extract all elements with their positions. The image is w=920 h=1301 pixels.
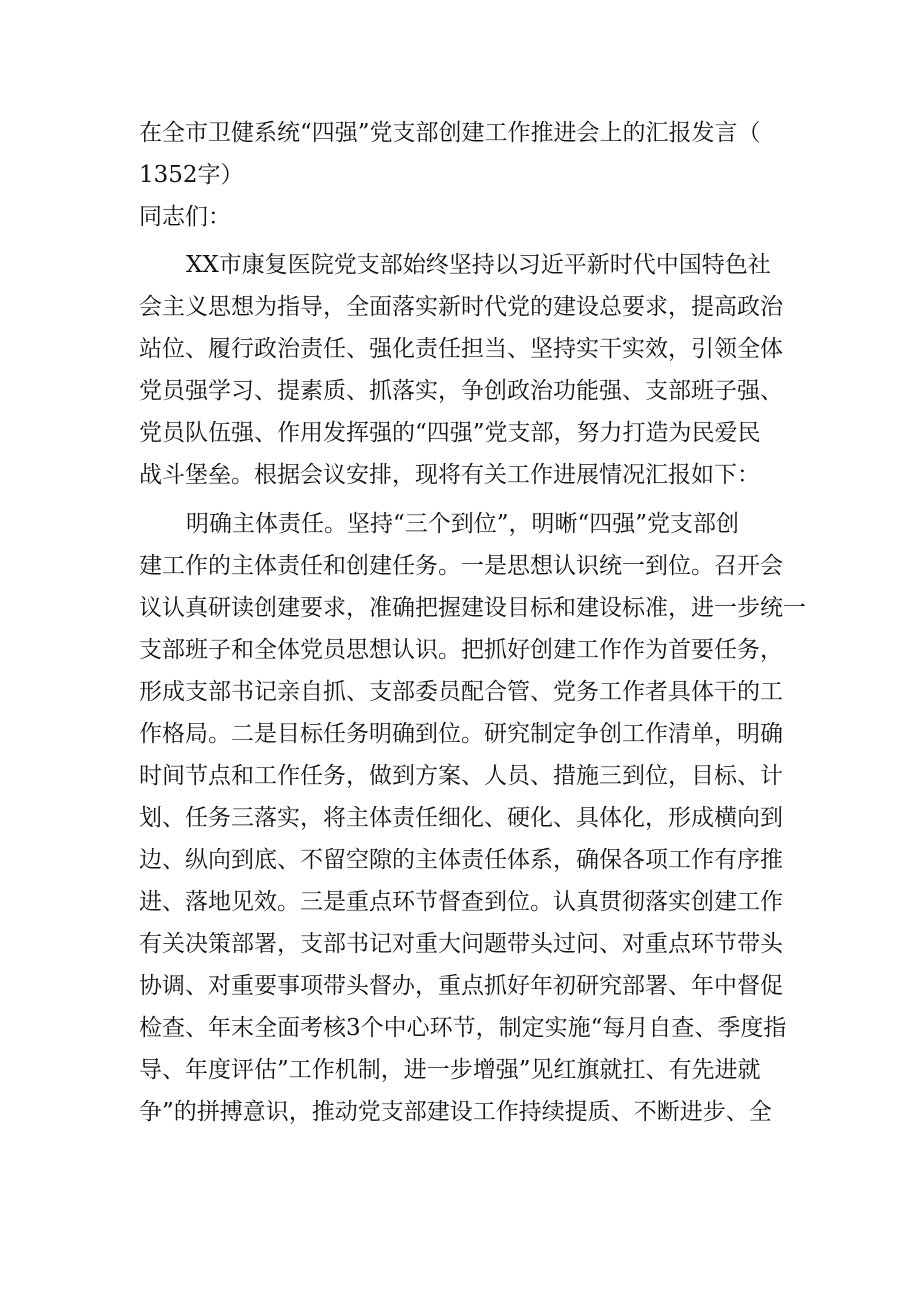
- paragraph-2-line: 明确主体责任。坚持“三个到位”，明晰“四强”党支部创: [186, 511, 740, 537]
- paragraph-2-line: 形成支部书记亲自抓、支部委员配合管、党务工作者具体干的工: [139, 679, 783, 705]
- paragraph-2-line: 作格局。二是目标任务明确到位。研究制定争创工作清单，明确: [139, 721, 783, 747]
- paragraph-2-line: 时间节点和工作任务，做到方案、人员、措施三到位，目标、计: [139, 763, 783, 789]
- paragraph-2-line: 协调、对重要事项带头督办，重点抓好年初研究部署、年中督促: [139, 973, 783, 999]
- paragraph-2-line: 有关决策部署，支部书记对重大问题带头过问、对重点环节带头: [139, 931, 783, 957]
- paragraph-2-line: 边、纵向到底、不留空隙的主体责任体系，确保各项工作有序推: [139, 847, 783, 873]
- paragraph-2-line: 导、年度评估”工作机制，进一步增强”见红旗就扛、有先进就: [139, 1057, 761, 1083]
- paragraph-1-line: 战斗堡垒。根据会议安排，现将有关工作进展情况汇报如下：: [139, 462, 760, 488]
- paragraph-2-line: 议认真研读创建要求，准确把握建设目标和建设标准，进一步统一: [139, 595, 806, 621]
- title-line-2: 1352字）: [139, 162, 244, 188]
- paragraph-1-line: 党员队伍强、作用发挥强的“四强”党支部，努力打造为民爱民: [139, 420, 761, 446]
- paragraph-1-line: 党员强学习、提素质、抓落实，争创政治功能强、支部班子强、: [139, 378, 783, 404]
- paragraph-1-line: XX市康复医院党支部始终坚持以习近平新时代中国特色社: [186, 252, 771, 278]
- paragraph-2-line: 划、任务三落实，将主体责任细化、硬化、具体化，形成横向到: [139, 805, 783, 831]
- salutation: 同志们：: [139, 204, 231, 230]
- paragraph-2-line: 争”的拼搏意识，推动党支部建设工作持续提质、不断进步、全: [139, 1099, 772, 1125]
- title-line-1: 在全市卫健系统“四强”党支部创建工作推进会上的汇报发言（: [139, 120, 761, 146]
- paragraph-1-line: 会主义思想为指导，全面落实新时代党的建设总要求，提高政治: [139, 294, 783, 320]
- paragraph-2-line: 支部班子和全体党员思想认识。把抓好创建工作作为首要任务，: [139, 637, 783, 663]
- paragraph-1-line: 站位、履行政治责任、强化责任担当、坚持实干实效，引领全体: [139, 336, 783, 362]
- paragraph-2-line: 检查、年末全面考核3个中心环节，制定实施“每月自查、季度指: [139, 1015, 787, 1041]
- paragraph-2-line: 进、落地见效。三是重点环节督查到位。认真贯彻落实创建工作: [139, 889, 783, 915]
- paragraph-2-line: 建工作的主体责任和创建任务。一是思想认识统一到位。召开会: [139, 553, 783, 579]
